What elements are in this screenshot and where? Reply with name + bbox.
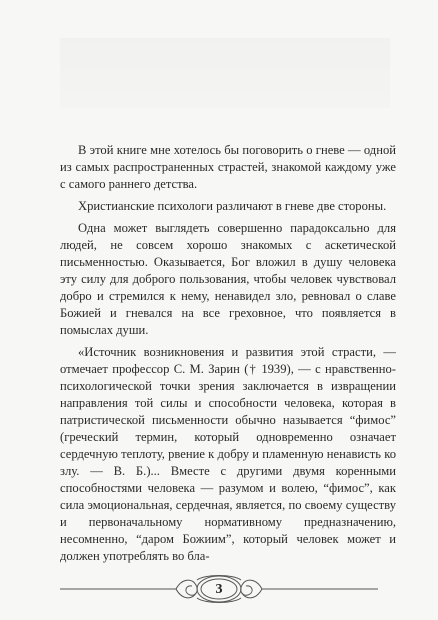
body-text: [60, 142, 396, 570]
page-number: 3: [215, 582, 223, 597]
paragraph-4: «Источник возникновения и развития этой страсти, — отмечает профессор С. М. Зарин († 1939), — с нравственно-психологической точки зрения заключается в извращении направления той силы и способности человека, которая в патристической письменности обычно называется “фимос” (греческий термин, который одновременно означает сердечную теплоту, рвение к добру и пламенную ненависть ко злу. — В. Б.)... Вместе с другими двумя коренными способностями человека — разумом и волею, “фимос”, как сила эмоциональная, сердечная, является, по своему существу и первоначальному нормативному предназначению, несомненно, “даром Божиим”, который человек может и должен употреблять во бла-: [60, 345, 396, 563]
paragraph-3: Одна может выглядеть совершенно парадоксально для людей, не совсем хорошо знакомых с аскетической письменностью. Оказывается, Бог вложил в душу человека эту силу для доброго пользования, чтобы человек чувствовал добро и стремился к нему, ненавидел зло, ревновал о славе Божией и гневался на все греховное, что появляется в помыслах души.: [60, 221, 396, 337]
bleed-through-area: [60, 38, 390, 108]
paragraph-2: Христианские психологи различают в гневе две стороны.: [78, 199, 387, 213]
paragraph-1: В этой книге мне хотелось бы поговорить о гневе — одной из самых распространенных страстей, знакомой каждому уже с самого раннего детства.: [60, 143, 396, 191]
